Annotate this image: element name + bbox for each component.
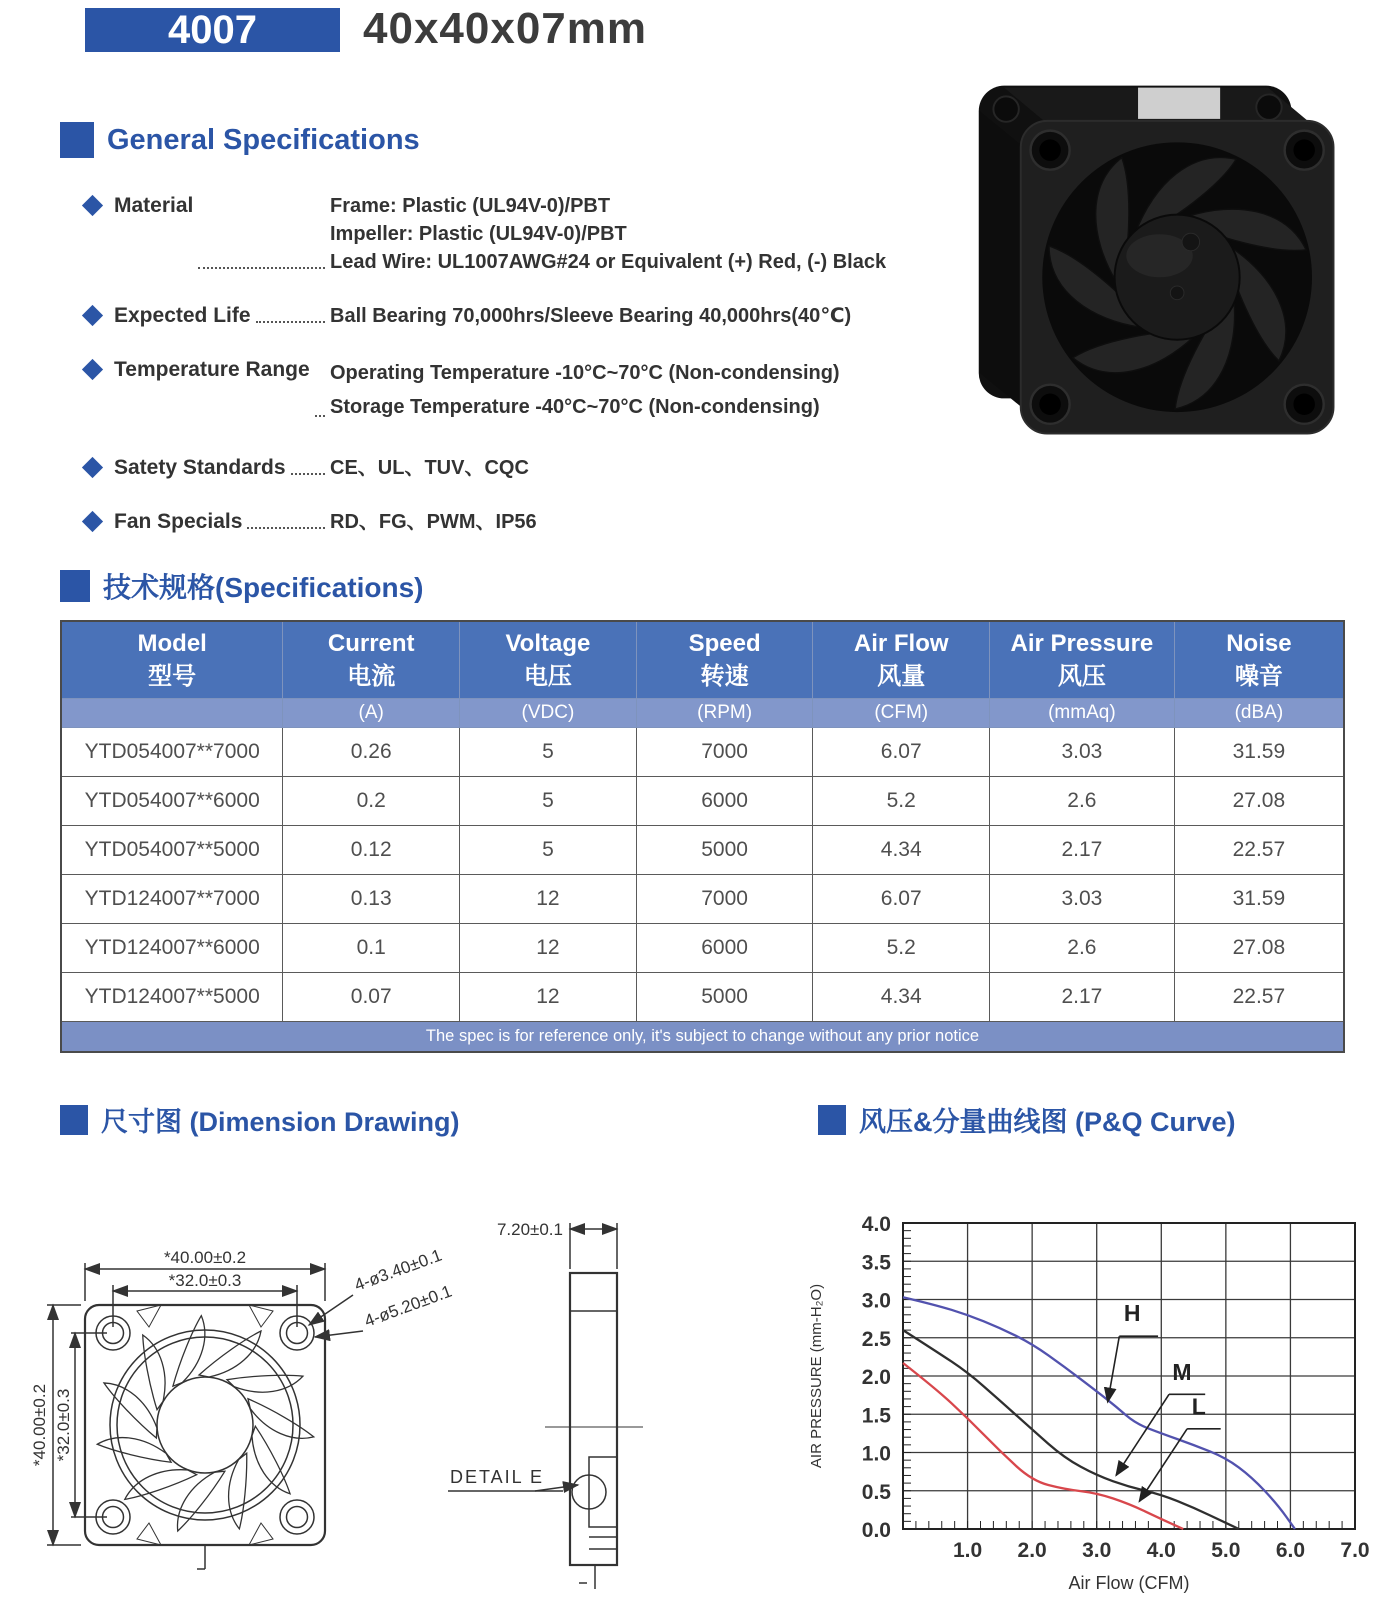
- dim-width-outer: *40.00±0.2: [163, 1248, 247, 1267]
- table-cell: 5: [460, 826, 637, 875]
- y-tick-label: 3.0: [861, 1289, 891, 1313]
- table-row: [61, 728, 1344, 777]
- table-cell: 5.2: [813, 924, 990, 973]
- table-cell: 31.59: [1174, 728, 1344, 777]
- table-cell: YTD054007**7000: [61, 728, 283, 777]
- spec-value: RD、FG、PWM、IP56: [330, 511, 537, 533]
- spec-label: Material: [114, 194, 194, 217]
- spec-value: Frame: Plastic (UL94V-0)/PBT Impeller: Plastic (UL94V-0)/PBT Lead Wire: UL1007AWG#24 or Equivalent (+) Red, (-) Black: [330, 195, 887, 273]
- dim-thickness: 7.20±0.1: [496, 1220, 563, 1239]
- table-cell: 7000: [636, 728, 813, 777]
- header-row: [61, 621, 1344, 699]
- x-tick-label: 4.0: [1146, 1539, 1176, 1562]
- table-cell: 5000: [636, 973, 813, 1022]
- table-cell: 0.1: [283, 924, 460, 973]
- units-row: [61, 699, 1344, 728]
- dot-leader: [291, 454, 325, 475]
- x-axis-title: Air Flow (CFM): [1068, 1573, 1190, 1593]
- y-tick-label: 1.5: [861, 1404, 891, 1428]
- y-tick-label: 0.0: [861, 1519, 891, 1542]
- size-title: 40x40x07mm: [363, 4, 648, 53]
- table-cell: 2.17: [990, 973, 1175, 1022]
- section-marker: [60, 570, 90, 602]
- y-tick-label: 2.0: [861, 1366, 891, 1389]
- table-row: [61, 777, 1344, 826]
- table-cell: 0.12: [283, 826, 460, 875]
- spec-table-body: [61, 728, 1344, 1022]
- table-cell: 5.2: [813, 777, 990, 826]
- dot-leader: [247, 508, 325, 529]
- table-cell: YTD124007**7000: [61, 875, 283, 924]
- dim-hole-large: 4-ø5.20±0.1: [361, 1281, 455, 1331]
- curve-label-M: M: [1172, 1358, 1192, 1385]
- table-cell: 12: [460, 973, 637, 1022]
- table-cell: 6000: [636, 777, 813, 826]
- table-cell: 3.03: [990, 875, 1175, 924]
- spec-item: [85, 454, 925, 482]
- table-cell: YTD054007**6000: [61, 777, 283, 826]
- table-cell: YTD124007**5000: [61, 973, 283, 1022]
- x-tick-label: 1.0: [952, 1539, 983, 1562]
- spec-value: Ball Bearing 70,000hrs/Sleeve Bearing 40,000hrs(40℃): [330, 305, 852, 327]
- x-tick-label: 6.0: [1275, 1539, 1306, 1562]
- dim-detail-label: DETAIL E: [450, 1467, 545, 1487]
- table-cell: 0.2: [283, 777, 460, 826]
- pq-curve-chart: [795, 1185, 1380, 1619]
- unit-cell: (A): [283, 699, 460, 728]
- spec-label: Satety Standards: [114, 456, 286, 479]
- table-row: [61, 924, 1344, 973]
- specifications-heading: [60, 566, 423, 606]
- table-cell: 2.6: [990, 924, 1175, 973]
- unit-cell: (VDC): [460, 699, 637, 728]
- diamond-bullet-icon: [82, 457, 103, 478]
- table-footnote: The spec is for reference only, it's subject to change without any prior notice: [61, 1022, 1344, 1053]
- x-tick-label: 7.0: [1340, 1539, 1370, 1562]
- unit-cell: (RPM): [636, 699, 813, 728]
- table-cell: 7000: [636, 875, 813, 924]
- table-cell: 6.07: [813, 875, 990, 924]
- dimension-title: 尺寸图 (Dimension Drawing): [101, 1107, 460, 1137]
- table-cell: 31.59: [1174, 875, 1344, 924]
- curve-L: [903, 1363, 1183, 1529]
- col-header-model: Model 型号: [61, 621, 283, 699]
- table-cell: 5: [460, 728, 637, 777]
- dim-width-inner: *32.0±0.3: [168, 1271, 242, 1290]
- table-cell: 0.26: [283, 728, 460, 777]
- table-cell: 5: [460, 777, 637, 826]
- y-tick-label: 2.5: [861, 1327, 891, 1351]
- col-header-airpressure: Air Pressure 风压: [990, 621, 1175, 699]
- dim-height-outer: *40.00±0.2: [30, 1383, 49, 1467]
- y-tick-label: 3.5: [861, 1251, 891, 1275]
- spec-table: [60, 620, 1345, 1053]
- diamond-bullet-icon: [82, 511, 103, 532]
- x-tick-label: 3.0: [1082, 1539, 1112, 1562]
- table-cell: 12: [460, 924, 637, 973]
- general-spec-list: [85, 192, 925, 562]
- table-cell: 0.07: [283, 973, 460, 1022]
- pq-heading: [818, 1100, 1236, 1139]
- spec-item: [85, 192, 925, 276]
- col-header-noise: Noise 噪音: [1174, 621, 1344, 699]
- table-cell: 22.57: [1174, 826, 1344, 875]
- specifications-title: 技术规格(Specifications): [103, 572, 424, 603]
- spec-item: [85, 508, 925, 536]
- general-specs-heading: [60, 122, 420, 158]
- y-tick-label: 1.0: [861, 1442, 891, 1466]
- general-specs-title: General Specifications: [107, 123, 420, 156]
- table-cell: 0.13: [283, 875, 460, 924]
- y-axis-title: AIR PRESSURE (mm-H₂O): [808, 1283, 825, 1469]
- table-cell: 6.07: [813, 728, 990, 777]
- unit-cell: (mmAq): [990, 699, 1175, 728]
- model-badge: 4007: [85, 8, 340, 52]
- spec-label: Temperature Range: [114, 358, 310, 381]
- dimension-drawing: [5, 1165, 705, 1615]
- spec-item: [85, 356, 925, 424]
- table-cell: 3.03: [990, 728, 1175, 777]
- col-header-current: Current 电流: [283, 621, 460, 699]
- spec-value: Operating Temperature -10°C~70°C (Non-condensing) Storage Temperature -40°C~70°C (Non-condensing): [330, 362, 840, 418]
- pq-title: 风压&分量曲线图 (P&Q Curve): [859, 1107, 1236, 1137]
- dot-leader: [315, 356, 325, 417]
- col-header-voltage: Voltage 电压: [460, 621, 637, 699]
- dim-hole-small: 4-ø3.40±0.1: [351, 1245, 445, 1295]
- table-cell: 5000: [636, 826, 813, 875]
- unit-cell: (CFM): [813, 699, 990, 728]
- table-cell: 2.6: [990, 777, 1175, 826]
- spec-item: [85, 302, 925, 330]
- table-cell: 4.34: [813, 973, 990, 1022]
- fan-product-image: [925, 62, 1355, 467]
- col-header-airflow: Air Flow 风量: [813, 621, 990, 699]
- table-cell: 27.08: [1174, 924, 1344, 973]
- table-cell: 27.08: [1174, 777, 1344, 826]
- spec-value: CE、UL、TUV、CQC: [330, 457, 529, 479]
- dot-leader: [256, 302, 325, 323]
- table-row: [61, 826, 1344, 875]
- table-cell: 12: [460, 875, 637, 924]
- table-cell: 6000: [636, 924, 813, 973]
- dimension-heading: [60, 1100, 460, 1139]
- x-tick-label: 5.0: [1211, 1539, 1241, 1562]
- table-cell: 22.57: [1174, 973, 1344, 1022]
- y-tick-label: 0.5: [861, 1480, 891, 1504]
- diamond-bullet-icon: [82, 305, 103, 326]
- unit-cell: (dBA): [1174, 699, 1344, 728]
- footnote-row: [61, 1022, 1344, 1053]
- diamond-bullet-icon: [82, 195, 103, 216]
- diamond-bullet-icon: [82, 359, 103, 380]
- x-tick-label: 2.0: [1017, 1539, 1047, 1562]
- table-cell: YTD054007**5000: [61, 826, 283, 875]
- table-row: [61, 973, 1344, 1022]
- section-marker: [60, 122, 94, 158]
- section-marker: [60, 1105, 88, 1135]
- table-cell: 4.34: [813, 826, 990, 875]
- col-header-speed: Speed 转速: [636, 621, 813, 699]
- curve-label-H: H: [1123, 1299, 1141, 1326]
- spec-label: Expected Life: [114, 304, 251, 327]
- curve-label-L: L: [1191, 1393, 1206, 1420]
- dot-leader: [198, 192, 325, 269]
- dim-height-inner: *32.0±0.3: [54, 1388, 73, 1462]
- table-row: [61, 875, 1344, 924]
- y-tick-label: 4.0: [861, 1213, 891, 1236]
- section-marker: [818, 1105, 846, 1135]
- unit-cell: [61, 699, 283, 728]
- table-cell: YTD124007**6000: [61, 924, 283, 973]
- spec-label: Fan Specials: [114, 510, 243, 533]
- table-cell: 2.17: [990, 826, 1175, 875]
